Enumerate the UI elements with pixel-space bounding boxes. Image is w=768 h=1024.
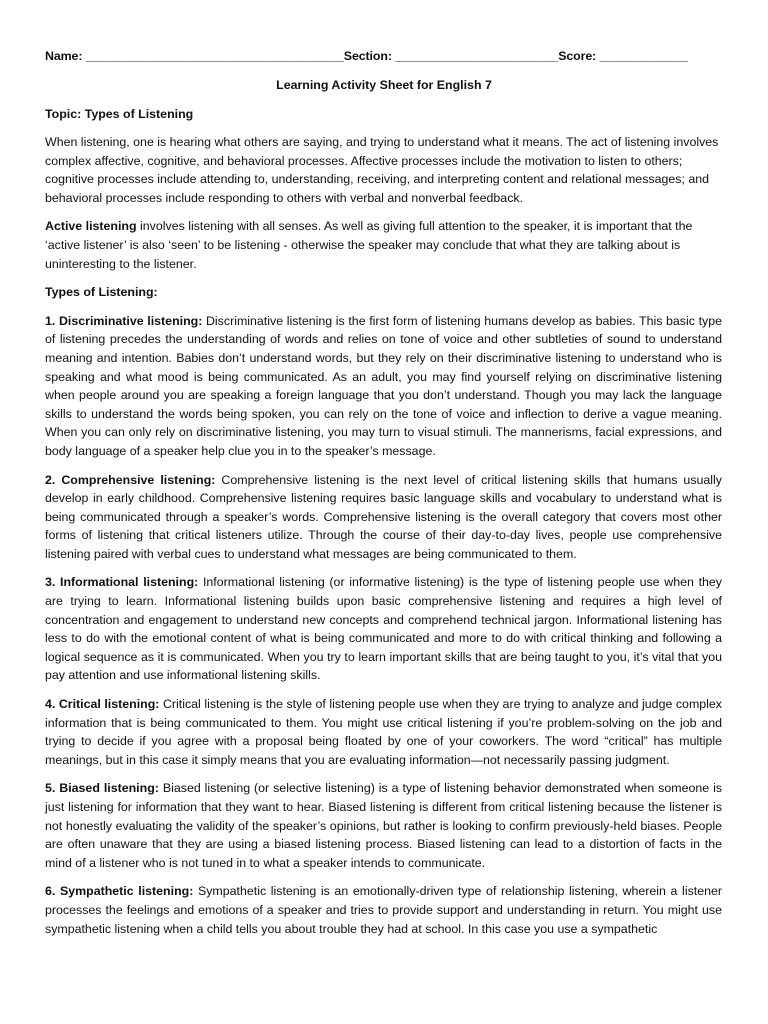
document-body: [45, 133, 722, 948]
type-term: 2. Comprehensive listening:: [45, 472, 216, 487]
header-fields: [45, 47, 735, 66]
section-field-label: Section: ________________________: [343, 49, 559, 63]
type-text: Discriminative listening is the first form of listening humans develop as babies. This basic type of listening precedes the understanding of words and relies on tone of voice and other subtleties of sound to understand meaning and intention. Babies don’t understand words, but they rely on their discriminative listening to understand who is speaking and what mood is being communicated. As an adult, you may find yourself relying on discriminative listening when people around you are speaking a foreign language that you don’t understand. Though you may lack the language skills to understand the words being spoken, you can rely on the tone of voice and inflection to derive a vague meaning. When you can only rely on discriminative listening, you may turn to visual stimuli. The mannerisms, facial expressions, and body language of a speaker help clue you in to the speaker’s message.: [45, 313, 722, 458]
type-text: Comprehensive listening is the next level of critical listening skills that humans usually develop in early childhood. Comprehensive listening requires basic language skills and vocabulary to understand what is being communicated through a speaker’s words. Comprehensive listening is the overall category that covers most other forms of listening that critical listeners utilize. Through the course of their day-to-day lives, people use comprehensive listening paired with verbal cues to understand what messages are being communicated to them.: [45, 472, 722, 561]
type-text: Critical listening is the style of listening people use when they are trying to analyze and judge complex information that is being communicated to them. You might use critical listening if you’re problem-solving on the job and trying to decide if you agree with a proposal being floated by one of your coworkers. The word “critical” has multiple meanings, but in this case it simply means that you are evaluating information—not necessarily passing judgment.: [45, 697, 722, 767]
types-heading: Types of Listening:: [45, 285, 158, 300]
intro-paragraph: When listening, one is hearing what others are saying, and trying to understand what it means. The act of listening involves complex affective, cognitive, and behavioral processes. Affective processes include the motivation to listen to others; cognitive processes include attending to, understanding, receiving, and interpreting content and relational messages; and behavioral processes include responding to others with verbal and nonverbal feedback.: [45, 135, 719, 205]
topic-heading: Topic: Types of Listening: [45, 107, 194, 121]
type-term: 3. Informational listening:: [45, 575, 199, 590]
type-paragraph-sympathetic: [45, 882, 722, 938]
name-field-label: Name: ______________________________________: [45, 49, 344, 63]
type-term: 4. Critical listening:: [45, 697, 160, 712]
active-listening-paragraph: [45, 217, 722, 273]
type-text: Biased listening (or selective listening) is a type of listening behavior demonstrated when someone is just listening for information that they want to hear. Biased listening is different from critical listening because the listener is not honestly evaluating the validity of the speaker’s opinions, but rather is looking to confirm previously-held biases. People are often unaware that they are using a biased listening process. Biased listening can lead to a distortion of facts in the mind of a listener who is not tuned in to what a speaker intends to communicate.: [45, 781, 723, 870]
type-paragraph-comprehensive: [45, 471, 722, 564]
score-field-label: Score: _____________: [558, 49, 688, 63]
type-paragraph-biased: [45, 779, 722, 872]
type-paragraph-critical: [45, 695, 722, 769]
type-text: Sympathetic listening is an emotionally-driven type of relationship listening, wherein a listener processes the feelings and emotions of a speaker and tries to provide support and understanding in return. You might use sympathetic listening when a child tells you about trouble they had at school. In this case you use a sympathetic: [45, 884, 723, 936]
type-paragraph-informational: [45, 573, 722, 685]
active-listening-text: involves listening with all senses. As well as giving full attention to the speaker, it is important that the ‘active listener’ is also ‘seen’ to be listening - otherwise the speaker may conclude that what they are talking about is uninteresting to the listener.: [45, 219, 693, 271]
page-title: Learning Activity Sheet for English 7: [276, 78, 492, 92]
type-term: 6. Sympathetic listening:: [45, 884, 194, 899]
active-listening-term: Active listening: [45, 219, 137, 234]
type-paragraph-discriminative: [45, 312, 722, 461]
type-term: 1. Discriminative listening:: [45, 313, 203, 328]
type-term: 5. Biased listening:: [45, 781, 159, 796]
type-text: Informational listening (or informative listening) is the type of listening people use when they are trying to learn. Informational listening builds upon basic comprehensive listening and requires a high level of concentration and engagement to understand new concepts and comprehend technical jargon. Informational listening has less to do with the emotional content of what is being communicated and more to do with critical thinking and following a logical sequence as it is communicated. When you try to learn important skills that are being taught to you, it’s vital that you pay attention and use informational listening skills.: [45, 575, 722, 683]
